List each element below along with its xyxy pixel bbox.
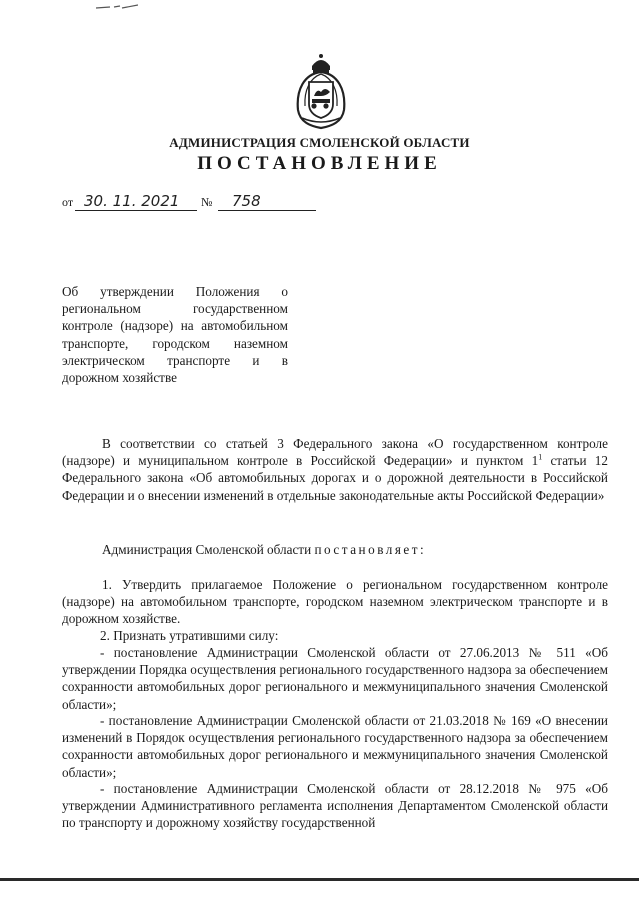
number-label: № (201, 195, 213, 209)
date-from-label: от (62, 195, 74, 209)
coat-of-arms-emblem-icon (290, 52, 352, 130)
repealed-act-1: - постановление Администрации Смоленской области от 27.06.2013 № 511 «Об утверждении Порядка осуществления регионального государственного надзора за обеспечением сохранности автомобильных дорог регионального и межмуниципального значения Смоленской области»; (62, 645, 608, 712)
document-type-title: ПОСТАНОВЛЕНИЕ (197, 153, 442, 174)
number-underline (218, 210, 316, 211)
document-subject-title: Об утверждении Положения о региональном государственном контроле (надзоре) на автомобильном транспорте, городском наземном электрическом транспорте и в дорожном хозяйстве (62, 284, 288, 386)
repealed-act-2: - постановление Администрации Смоленской области от 21.03.2018 № 169 «О внесении изменений в Порядок осуществления регионального государственного надзора за обеспечением сохранности автомобильных дорог регионального и межмуниципального значения Смоленской области»; (62, 713, 608, 780)
agency-name: АДМИНИСТРАЦИЯ СМОЛЕНСКОЙ ОБЛАСТИ (169, 135, 470, 150)
scan-artifact-mark (96, 4, 138, 10)
handwritten-number: 758 (232, 192, 261, 210)
handwritten-date: 30. 11. 2021 (84, 192, 180, 210)
date-number-line (62, 192, 382, 214)
item-1-paragraph: 1. Утвердить прилагаемое Положение о региональном государственном контроле (надзоре) на автомобильном транспорте, городском наземном электрическом транспорте и в дорожном хозяйстве. (62, 577, 608, 627)
scan-bottom-edge (0, 878, 639, 881)
repealed-act-3: - постановление Администрации Смоленской области от 28.12.2018 № 975 «Об утверждении Административного регламента исполнения Департаментом Смоленской области по транспорту и дорожному хозяйству государственной (62, 781, 608, 831)
resolve-paragraph: Администрация Смоленской области постановляет: (102, 542, 427, 557)
date-underline (75, 210, 197, 211)
preamble-paragraph: В соответствии со статьей 3 Федерального закона «О государственном контроле (надзоре) и муниципальном контроле в Российской Федерации» и пунктом $1^1$ статьи 12 Федерального закона «Об автомобильных дорогах и о дорожной деятельности в Российской Федерации и о внесении изменений в отдельные законодательные акты Российской Федерации» (62, 436, 608, 503)
item-2-paragraph: 2. Признать утратившими силу: (100, 628, 279, 643)
